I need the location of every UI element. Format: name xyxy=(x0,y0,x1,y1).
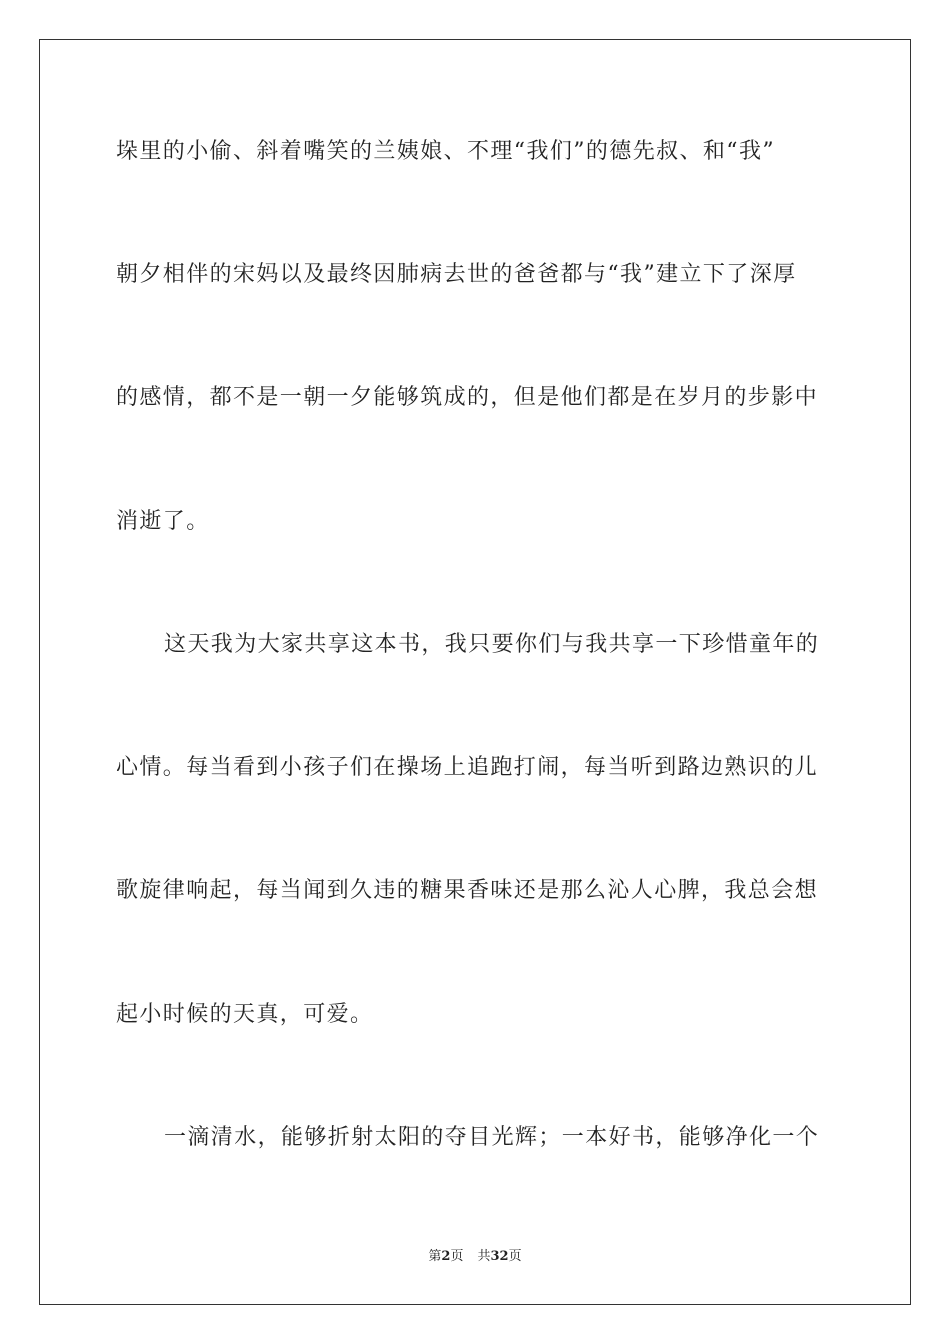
footer-page-suffix: 页 xyxy=(450,1249,464,1264)
page-border xyxy=(39,39,911,1305)
text-line: 起小时候的天真，可爱。 xyxy=(116,1002,374,1027)
text-line: 歌旋律响起，每当闻到久违的糖果香味还是那么沁人心脾，我总会想 xyxy=(116,878,819,903)
text-line: 垛里的小偷、斜着嘴笑的兰姨娘、不理“我们”的德先叔、和“我” xyxy=(116,139,775,164)
text-line: 这天我为大家共享这本书，我只要你们与我共享一下珍惜童年的 xyxy=(164,632,820,657)
text-line: 心情。每当看到小孩子们在操场上追跑打闹，每当听到路边熟识的儿 xyxy=(116,755,819,780)
footer-total-prefix: 共 xyxy=(477,1249,491,1264)
text-line: 一滴清水，能够折射太阳的夺目光辉；一本好书，能够净化一个 xyxy=(164,1125,820,1150)
footer-total-suffix: 页 xyxy=(508,1249,522,1264)
page-footer xyxy=(0,1248,950,1266)
text-line: 的感情，都不是一朝一夕能够筑成的，但是他们都是在岁月的步影中 xyxy=(116,385,819,410)
text-line: 消逝了。 xyxy=(116,509,210,534)
footer-page-prefix: 第 xyxy=(428,1249,442,1264)
footer-total-pages: 32 xyxy=(490,1249,509,1264)
footer-page-number: 2 xyxy=(441,1249,451,1264)
text-line: 朝夕相伴的宋妈以及最终因肺病去世的爸爸都与“我”建立下了深厚 xyxy=(116,262,797,287)
